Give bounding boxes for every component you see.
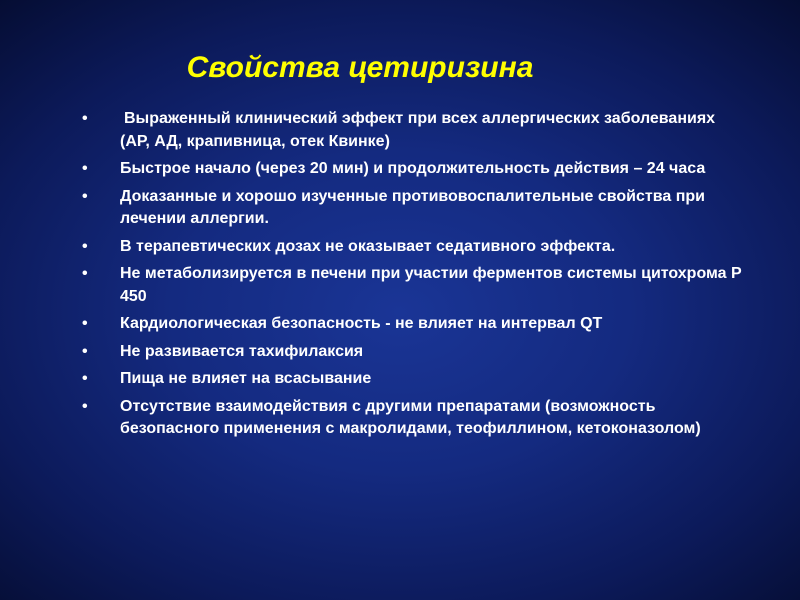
bullet-icon: • <box>82 342 88 360</box>
bullet-item <box>82 158 742 181</box>
bullet-item <box>82 108 742 153</box>
bullet-text: Не метаболизируется в печени при участии ферментов системы цитохрома Р 450 <box>120 265 742 305</box>
bullet-text: Не развивается тахифилаксия <box>120 342 364 360</box>
bullet-text: Выраженный клинический эффект при всех аллергических заболеваниях (АР, АД, крапивница, отек Квинке) <box>120 110 716 150</box>
bullet-item <box>82 368 742 391</box>
bullet-list <box>82 108 742 446</box>
bullet-icon: • <box>82 370 88 387</box>
bullet-text: Кардиологическая безопасность - не влияет на интервал QT <box>120 315 603 332</box>
bullet-icon: • <box>82 397 88 415</box>
bullet-text: Отсутствие взаимодействия с другими препаратами (возможность безопасного применения с макролидами, теофиллином, кетоконазолом) <box>120 397 701 437</box>
bullet-item <box>82 236 742 259</box>
bullet-item <box>82 263 742 308</box>
slide-title: Свойства цетиризина <box>186 51 534 84</box>
bullet-icon: • <box>82 315 88 332</box>
bullet-icon: • <box>82 265 88 282</box>
bullet-icon: • <box>82 237 88 255</box>
bullet-text: В терапевтических дозах не оказывает седативного эффекта. <box>120 237 616 255</box>
bullet-item <box>82 313 742 336</box>
bullet-icon: • <box>82 110 88 127</box>
bullet-item <box>82 396 742 441</box>
bullet-text: Доказанные и хорошо изученные противовоспалительные свойства при лечении аллергии. <box>120 187 705 227</box>
bullet-item <box>82 341 742 364</box>
bullet-icon: • <box>82 187 88 205</box>
bullet-text: Быстрое начало (через 20 мин) и продолжительность действия – 24 часа <box>120 160 706 177</box>
bullet-text: Пища не влияет на всасывание <box>120 370 372 387</box>
bullet-item <box>82 186 742 231</box>
bullet-icon: • <box>82 160 88 177</box>
